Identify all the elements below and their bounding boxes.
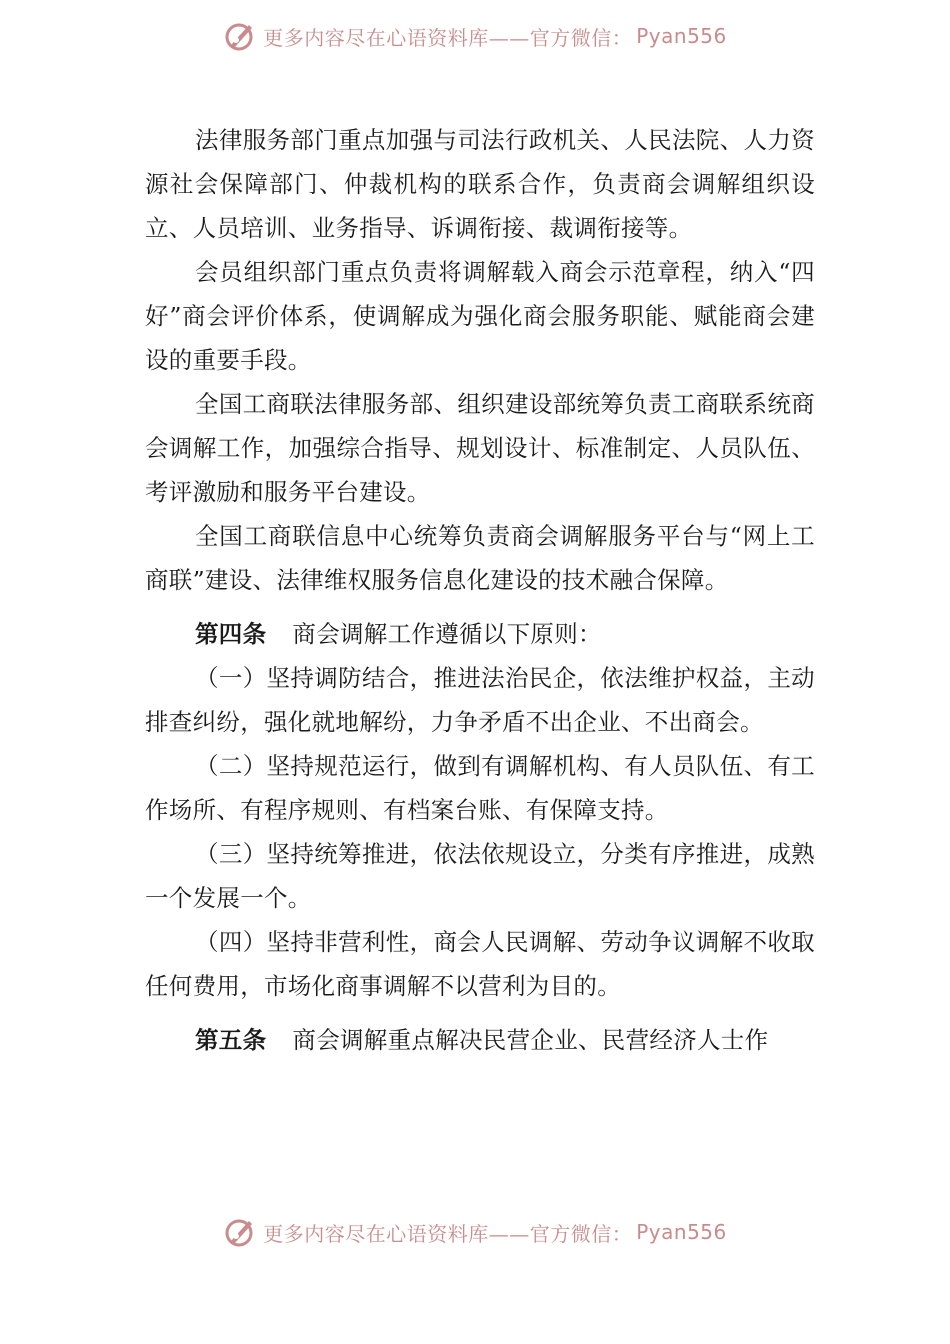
paragraph-national-federation: 全国工商联法律服务部、组织建设部统筹负责工商联系统商会调解工作，加强综合指导、规划设计、标准制定、人员队伍、考评激励和服务平台建设。 (145, 390, 815, 506)
banner-text: 更多内容尽在心语资料库——官方微信： (263, 1221, 633, 1246)
principle-2: （二）坚持规范运行，做到有调解机构、有人员队伍、有工作场所、有程序规则、有档案台账、有保障支持。 (145, 752, 815, 824)
ink-brush-logo-icon (223, 19, 257, 53)
header-watermark-banner (0, 16, 950, 56)
paragraph-information-center: 全国工商联信息中心统筹负责商会调解服务平台与“网上工商联”建设、法律维权服务信息化建设的技术融合保障。 (145, 522, 815, 594)
principle-1: （一）坚持调防结合，推进法治民企，依法维护权益，主动排查纠纷，强化就地解纷，力争矛盾不出企业、不出商会。 (145, 664, 815, 736)
article-5-heading: 第五条 (195, 1026, 267, 1054)
banner-wechat-id: Pyan556 (636, 1220, 727, 1244)
article-5 (145, 1018, 815, 1062)
article-4 (145, 612, 815, 656)
document-body (145, 118, 815, 1062)
banner-wechat-id: Pyan556 (636, 24, 727, 48)
footer-watermark-banner (0, 1212, 950, 1252)
ink-brush-logo-icon (223, 1215, 257, 1249)
article-5-text: 商会调解重点解决民营企业、民营经济人士作 (292, 1026, 769, 1054)
paragraph-member-organization: 会员组织部门重点负责将调解载入商会示范章程，纳入“四好”商会评价体系，使调解成为强化商会服务职能、赋能商会建设的重要手段。 (145, 258, 815, 374)
article-4-heading: 第四条 (195, 620, 267, 648)
banner-text: 更多内容尽在心语资料库——官方微信： (263, 25, 633, 50)
paragraph-legal-services: 法律服务部门重点加强与司法行政机关、人民法院、人力资源社会保障部门、仲裁机构的联系合作，负责商会调解组织设立、人员培训、业务指导、诉调衔接、裁调衔接等。 (145, 126, 815, 242)
principle-4: （四）坚持非营利性，商会人民调解、劳动争议调解不收取任何费用，市场化商事调解不以营利为目的。 (145, 928, 815, 1000)
principle-3: （三）坚持统筹推进，依法依规设立，分类有序推进，成熟一个发展一个。 (145, 840, 815, 912)
article-4-text: 商会调解工作遵循以下原则： (292, 620, 602, 648)
